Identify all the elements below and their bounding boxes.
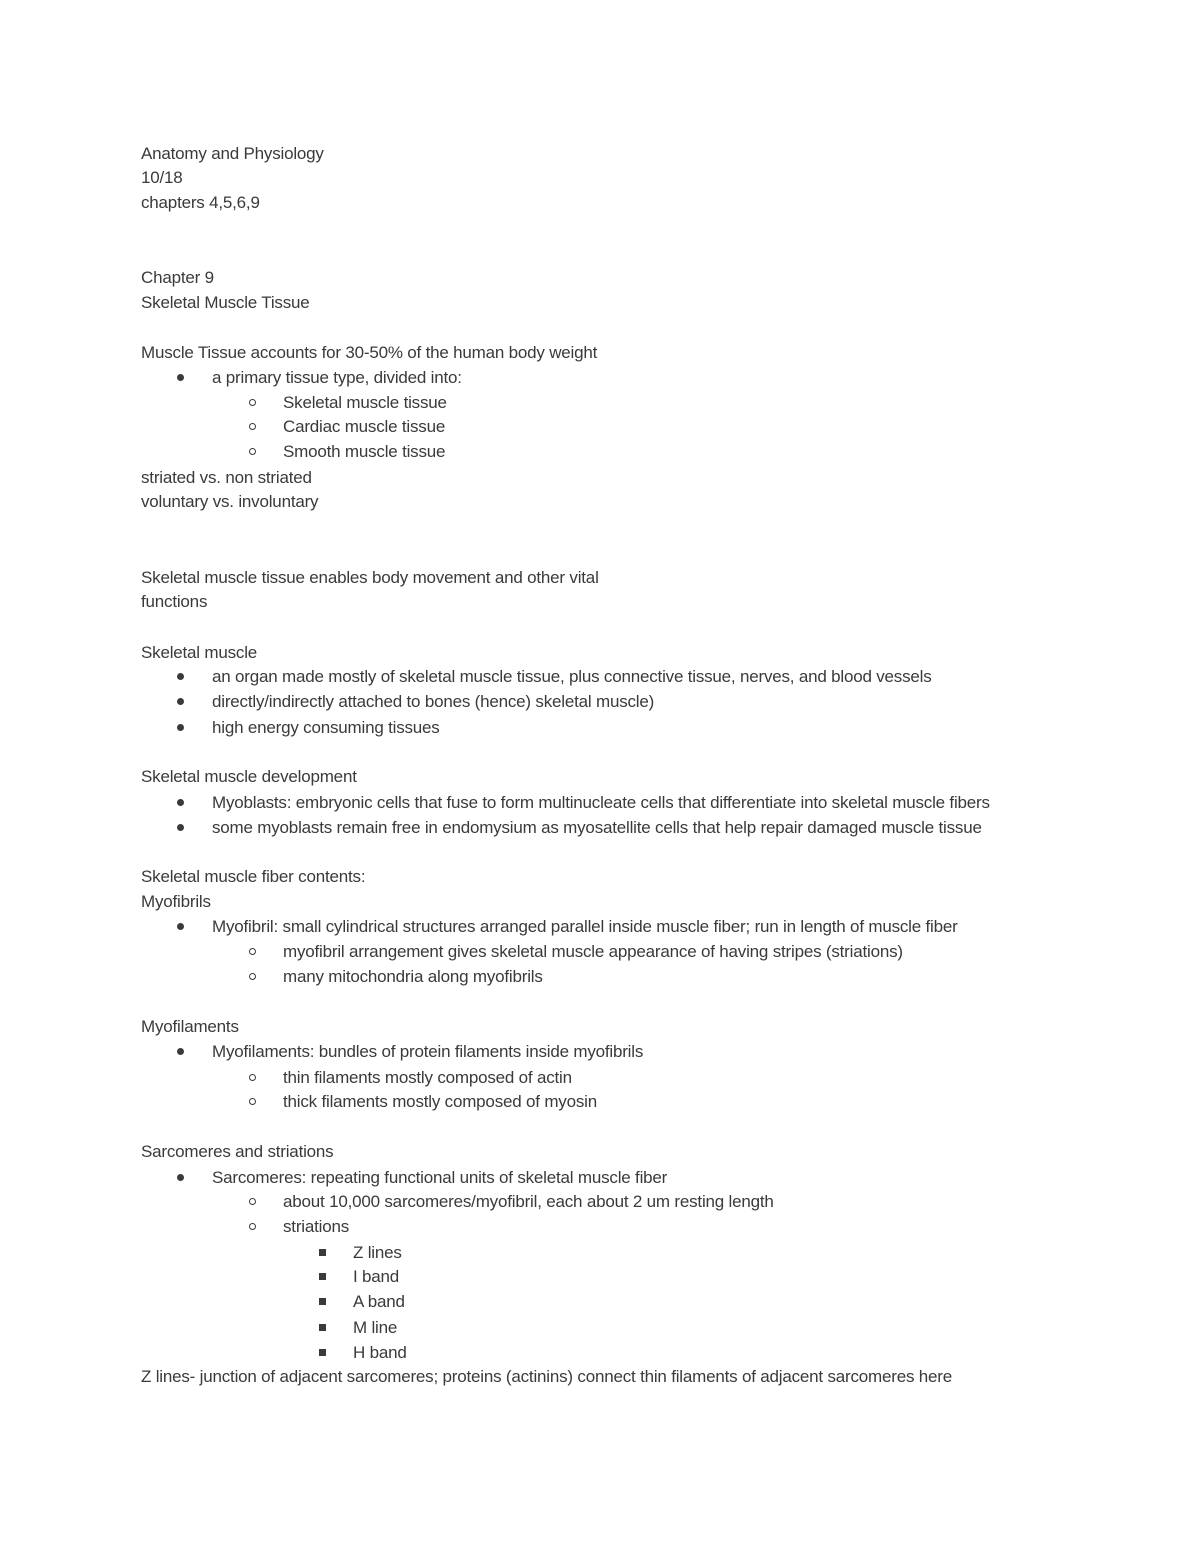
list-item [212, 815, 982, 840]
list-item [353, 1289, 405, 1314]
bullet-dot-icon [177, 1174, 184, 1181]
list-item-text: high energy consuming tissues [212, 718, 440, 737]
contrast-voluntary: voluntary vs. involuntary [141, 492, 319, 511]
list-item-text: myofibril arrangement gives skeletal muscle appearance of having stripes (striations) [283, 942, 903, 961]
bullet-circle-icon [249, 1098, 256, 1105]
list-item-text: thin filaments mostly composed of actin [283, 1068, 572, 1087]
chapters-list: chapters 4,5,6,9 [141, 193, 260, 212]
note-date: 10/18 [141, 168, 183, 187]
list-item [283, 964, 543, 989]
list-item-text: Myoblasts: embryonic cells that fuse to form multinucleate cells that differentiate into skeletal muscle fibers [212, 793, 990, 812]
list-item-text: Myofibril: small cylindrical structures arranged parallel inside muscle fiber; run in length of muscle fiber [212, 917, 958, 936]
list-item [283, 1089, 597, 1114]
bullet-square-icon [319, 1249, 326, 1256]
list-item-text: Sarcomeres: repeating functional units of skeletal muscle fiber [212, 1168, 668, 1187]
bullet-square-icon [319, 1349, 326, 1356]
list-item [283, 439, 445, 464]
list-item [212, 715, 440, 740]
zlines-note: Z lines- junction of adjacent sarcomeres; proteins (actinins) connect thin filaments of adjacent sarcomeres here [141, 1367, 952, 1386]
bullet-square-icon [319, 1324, 326, 1331]
list-item-text: some myoblasts remain free in endomysium as myosatellite cells that help repair damaged muscle tissue [212, 818, 982, 837]
list-item [212, 1165, 667, 1190]
bullet-dot-icon [177, 724, 184, 731]
list-item [283, 1189, 774, 1214]
list-item-text: Smooth muscle tissue [283, 442, 446, 461]
list-item [283, 1214, 349, 1239]
section-heading: Skeletal muscle [141, 643, 258, 662]
bullet-circle-icon [249, 1074, 256, 1081]
list-item [212, 689, 654, 714]
list-item [353, 1264, 399, 1289]
bullet-dot-icon [177, 799, 184, 806]
list-item-text: Skeletal muscle tissue [283, 393, 447, 412]
bullet-circle-icon [249, 1198, 256, 1205]
list-item [283, 414, 445, 439]
bullet-square-icon [319, 1298, 326, 1305]
list-item [212, 790, 990, 815]
bullet-circle-icon [249, 948, 256, 955]
bullet-dot-icon [177, 673, 184, 680]
chapter-title: Skeletal Muscle Tissue [141, 293, 310, 312]
list-item [353, 1340, 407, 1365]
list-item [283, 390, 447, 415]
contrast-striated: striated vs. non striated [141, 468, 312, 487]
section-heading: Skeletal muscle fiber contents: [141, 867, 366, 886]
list-item-text: an organ made mostly of skeletal muscle tissue, plus connective tissue, nerves, and blood vessels [212, 667, 932, 686]
list-item-text: striations [283, 1217, 350, 1236]
enables-line-1: Skeletal muscle tissue enables body movement and other vital [141, 568, 599, 587]
bullet-circle-icon [249, 423, 256, 430]
list-item [283, 939, 903, 964]
list-item-text: Myofilaments: bundles of protein filaments inside myofibrils [212, 1042, 644, 1061]
course-title: Anatomy and Physiology [141, 144, 324, 163]
subsection-heading: Myofibrils [141, 892, 211, 911]
list-item [212, 1039, 643, 1064]
bullet-dot-icon [177, 824, 184, 831]
bullet-square-icon [319, 1273, 326, 1280]
bullet-circle-icon [249, 448, 256, 455]
intro-heading: Muscle Tissue accounts for 30-50% of the human body weight [141, 343, 598, 362]
list-item-text: about 10,000 sarcomeres/myofibril, each about 2 um resting length [283, 1192, 774, 1211]
enables-line-2: functions [141, 592, 208, 611]
list-item [353, 1315, 397, 1340]
list-item [212, 365, 462, 390]
list-item-text: a primary tissue type, divided into: [212, 368, 462, 387]
section-heading: Myofilaments [141, 1017, 239, 1036]
bullet-circle-icon [249, 399, 256, 406]
list-item [212, 914, 958, 939]
list-item [283, 1065, 572, 1090]
bullet-dot-icon [177, 698, 184, 705]
list-item-text: A band [353, 1292, 405, 1311]
list-item [353, 1240, 402, 1265]
bullet-circle-icon [249, 973, 256, 980]
section-heading: Skeletal muscle development [141, 767, 357, 786]
bullet-dot-icon [177, 1048, 184, 1055]
chapter-number: Chapter 9 [141, 268, 214, 287]
list-item-text: thick filaments mostly composed of myosin [283, 1092, 597, 1111]
list-item-text: M line [353, 1318, 398, 1337]
list-item-text: Cardiac muscle tissue [283, 417, 446, 436]
list-item-text: I band [353, 1267, 400, 1286]
bullet-dot-icon [177, 923, 184, 930]
list-item [212, 664, 932, 689]
bullet-dot-icon [177, 374, 184, 381]
bullet-circle-icon [249, 1223, 256, 1230]
section-heading: Sarcomeres and striations [141, 1142, 334, 1161]
list-item-text: Z lines [353, 1243, 402, 1262]
list-item-text: directly/indirectly attached to bones (hence) skeletal muscle) [212, 692, 655, 711]
list-item-text: H band [353, 1343, 407, 1362]
list-item-text: many mitochondria along myofibrils [283, 967, 543, 986]
